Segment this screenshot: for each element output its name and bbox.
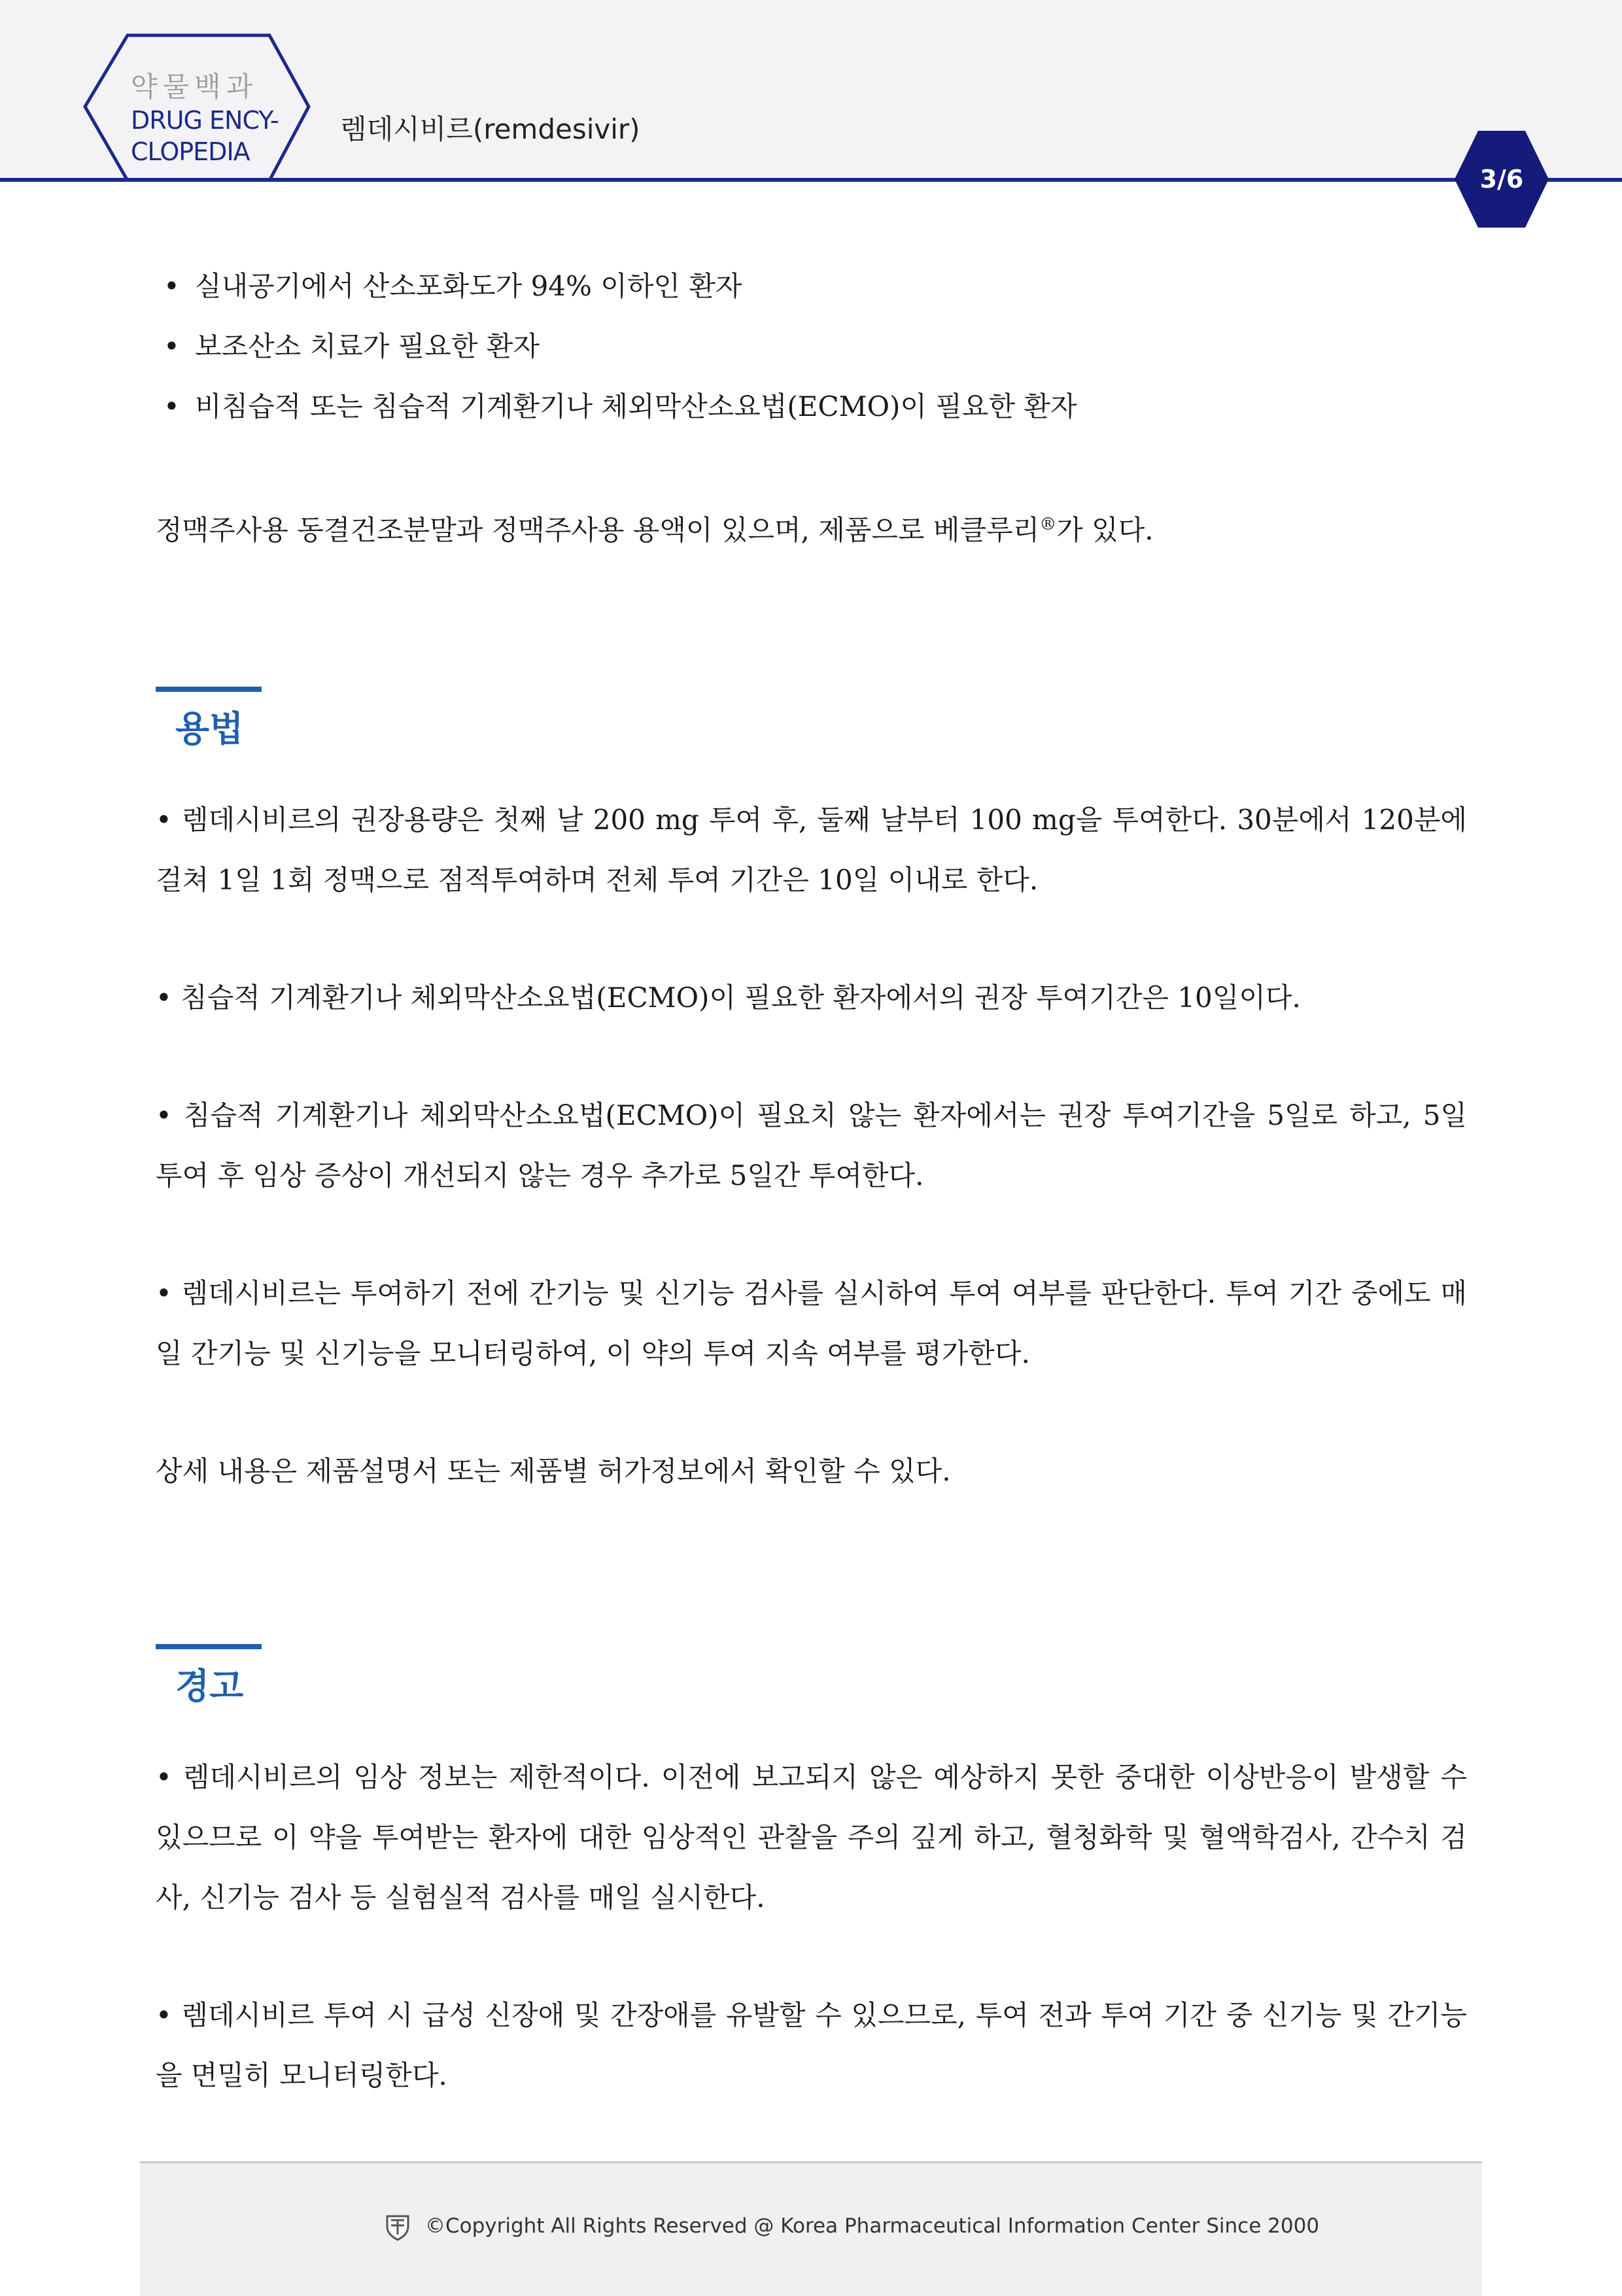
- logo-english-line2: CLOPEDIA: [131, 137, 250, 166]
- indication-list: [156, 256, 1467, 437]
- dosage-body: [156, 790, 1467, 1501]
- list-item: • 보조산소 치료가 필요한 환자: [156, 317, 1467, 377]
- section-accent-bar: [156, 1644, 262, 1649]
- registered-mark: ®: [1039, 515, 1057, 534]
- list-item: • 실내공기에서 산소포화도가 94% 이하인 환자: [156, 256, 1467, 317]
- warning-paragraph: • 렘데시비르의 임상 정보는 제한적이다. 이전에 보고되지 않은 예상하지 못한 중대한 이상반응이 발생할 수 있으므로 이 약을 투여받는 환자에 대한 임상적인 관찰을 주의 깊게 하고, 혈청화학 및 혈액학검사, 간수치 검사, 신기능 검사 등 실험실적 검사를 매일 실시한다.: [156, 1761, 1467, 1913]
- product-note: [156, 494, 1467, 560]
- dosage-paragraph: 상세 내용은 제품설명서 또는 제품별 허가정보에서 확인할 수 있다.: [156, 1455, 951, 1487]
- dosage-section: [156, 687, 1467, 751]
- section-title-dosage: 용법: [175, 708, 244, 749]
- list-item: • 비침습적 또는 침습적 기계환기나 체외막산소요법(ECMO)이 필요한 환자: [156, 377, 1467, 437]
- logo-english-line1: DRUG ENCY-: [131, 106, 279, 135]
- section-accent-bar: [156, 687, 262, 692]
- dosage-paragraph: • 침습적 기계환기나 체외막산소요법(ECMO)이 필요치 않는 환자에서는 권장 투여기간을 5일로 하고, 5일 투여 후 임상 증상이 개선되지 않는 경우 추가로 5일간 투여한다.: [156, 1099, 1467, 1191]
- dosage-paragraph: • 침습적 기계환기나 체외막산소요법(ECMO)이 필요한 환자에서의 권장 투여기간은 10일이다.: [156, 982, 1301, 1014]
- warning-paragraph: • 렘데시비르 투여 시 급성 신장애 및 간장애를 유발할 수 있으므로, 투여 전과 투여 기간 중 신기능 및 간기능을 면밀히 모니터링한다.: [156, 1999, 1467, 2091]
- logo-korean: 약물백과: [131, 71, 258, 103]
- dosage-paragraph: • 렘데시비르는 투여하기 전에 간기능 및 신기능 검사를 실시하여 투여 여부를 판단한다. 투여 기간 중에도 매일 간기능 및 신기능을 모니터링하여, 이 약의 투여 지속 여부를 평가한다.: [156, 1277, 1467, 1369]
- section-title-warning: 경고: [175, 1666, 244, 1707]
- footer-copyright: ©Copyright All Rights Reserved @ Korea Pharmaceutical Information Center Since 2000: [425, 2214, 1320, 2238]
- dosage-paragraph: • 렘데시비르의 권장용량은 첫째 날 200 mg 투여 후, 둘째 날부터 100 mg을 투여한다. 30분에서 120분에 걸쳐 1일 1회 정맥으로 점적투여하며 전체 투여 기간은 10일 이내로 한다.: [156, 804, 1467, 896]
- intro-section: [156, 256, 1467, 560]
- kpic-shield-icon: [383, 2212, 412, 2241]
- document-title: 렘데시비르(remdesivir): [340, 113, 640, 145]
- product-note-text: 정맥주사용 동결건조분말과 정맥주사용 용액이 있으며, 제품으로 베클루리: [156, 514, 1040, 546]
- product-note-suffix: 가 있다.: [1056, 514, 1154, 546]
- warning-body: [156, 1747, 1467, 2106]
- warning-section: [156, 1644, 1467, 1709]
- logo-english: [131, 105, 279, 167]
- page-number: 3/6: [1479, 165, 1524, 194]
